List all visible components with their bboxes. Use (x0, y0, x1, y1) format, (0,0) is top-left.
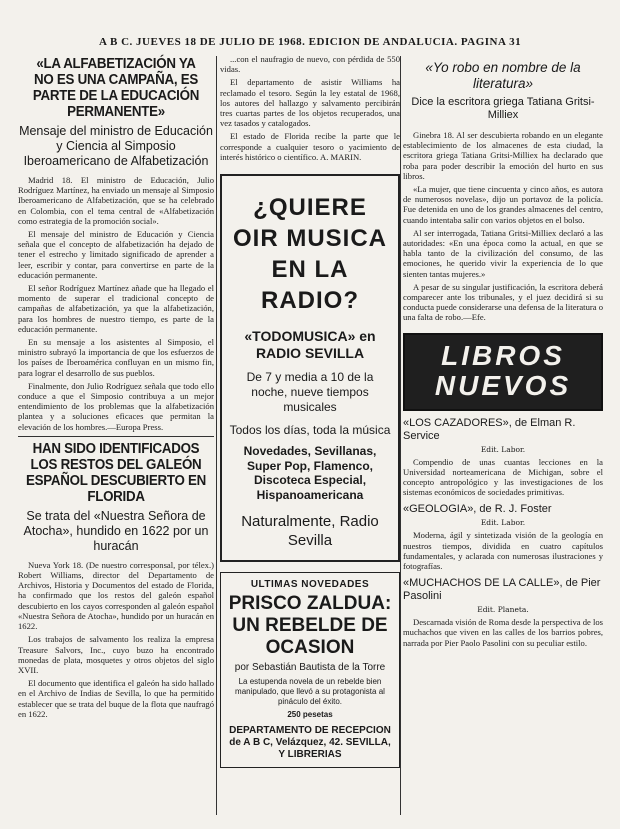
book-review: Descarnada visión de Roma desde la perspectiva de los muchachos que viven en las calles de los barrios pobres, narrada por Pier Paolo Pasolini con su peculiar estilo. (403, 617, 603, 648)
section-rule (18, 436, 214, 437)
ad2-dept: DEPARTAMENTO DE RECEPCION de A B C, Velázquez, 42. SEVILLA, Y LIBRERIAS (229, 725, 391, 761)
continued-paragraph: El departamento de asistir Williams ha reclamado el tesoro. Según la ley estatal de 1968, los autores del hallazgo y salvamento percibirán tres cuartas partes de los objetos recuperados, una vez tasados y catalogados. (220, 77, 400, 129)
ad-genres: Novedades, Sevillanas, Super Pop, Flamenco, Discoteca Especial, Hispanoamericana (243, 444, 377, 502)
article1-paragraph: El señor Rodríguez Martínez añade que ha llegado el momento de superar el tradicional concepto de campañas de alfabetización, ya que la alfabetización, para los hombres de nuestro tiempo, es parte de la educación permanente. (18, 283, 214, 334)
ad-program: «TODOMUSICA» en RADIO SEVILLA (244, 328, 376, 362)
book-title: «MUCHACHOS DE LA CALLE», de Pier Pasolini (403, 577, 601, 603)
article1-paragraph: El mensaje del ministro de Educación y Ciencia señala que el concepto de alfabetización ha dejado de tener el estrecho y limitado significado de aprender a leer, escribir y contar, para convertirse en parte de la educación permanente. (18, 229, 214, 280)
article1-paragraph: Madrid 18. El ministro de Educación, Julio Rodríguez Martínez, ha enviado un mensaje al Simposio Iberoamericano de Alfabetización, que se ha celebrado en Colombia, con el tema central de «Alfabetización como estrategia de la promoción social». (18, 175, 214, 226)
article3-paragraph: Ginebra 18. Al ser descubierta robando en un elegante establecimiento de los almacenes de esta ciudad, la escritora griega Tatiana Gritsi-Milliex ha declarado que roba para poder describir la emoción del hurto en sus libros. (403, 130, 603, 181)
article3-paragraph: «La mujer, que tiene cincuenta y cinco años, es autora de numerosos novelas», dijo un portavoz de la policía. Fue detenida en uno de los grandes almacenes del centro, cuando intentaba salir con varios objetos en el bolso. (403, 184, 603, 225)
book-review: Moderna, ágil y sintetizada visión de la geología en nuestros tiempos, dividida en cuatro capítulos fundamentales, y aclarada con numerosas ilustraciones y fotografías. (403, 530, 603, 572)
article2-headline: HAN SIDO IDENTIFICADOS LOS RESTOS DEL GALEÓN ESPAÑOL DESCUBIERTO EN FLORIDA (25, 440, 206, 505)
article2-paragraph: El documento que identifica el galeón ha sido hallado en el Archivo de Indias de Sevilla, lo que ha permitido establecer que se trata del buque de la flota que naufragó en 1622. (18, 678, 214, 719)
article1-subhead: Mensaje del ministro de Educación y Ciencia al Simposio Iberoamericano de Alfabetización (19, 124, 213, 168)
book-title: «GEOLOGIA», de R. J. Foster (403, 503, 552, 516)
column-divider (400, 56, 401, 815)
column-left (18, 54, 214, 821)
column-middle (220, 54, 400, 821)
column-divider (216, 56, 217, 815)
article3-title: «Yo robo en nombre de la literatura» (425, 60, 581, 91)
ad2-price: 250 pesetas (287, 710, 333, 720)
continued-paragraph: ...con el naufragio de nuevo, con pérdida de 550 vidas. (220, 54, 400, 75)
ad-daily: Todos los días, toda la música (229, 423, 391, 438)
book-editor: Edit. Planeta. (477, 605, 529, 615)
article2-paragraph: Los trabajos de salvamento los realiza la empresa Treasure Salvors, Inc., cuyo buzo ha encontrado monedas de plata, mosquetes y otros objetos del siglo XVII. (18, 634, 214, 675)
article3-subtitle: Dice la escritora griega Tatiana Gritsi-Milliex (411, 96, 595, 121)
book-title: «LOS CAZADORES», de Elman R. Service (403, 416, 576, 442)
ad2-blurb: La estupenda novela de un rebelde bien manipulado, que llevó a su protagonista al pináculo del éxito. (235, 677, 385, 707)
book-editor: Edit. Labor. (480, 444, 526, 454)
article2-paragraph: Nueva York 18. (De nuestro corresponsal, por télex.) Robert Williams, director del Departamento de Archivos, Historia y Documentos del estado de Florida, ha confirmado que los restos del galeón español descubierto en los cayos corresponden al galeón español «Nuestra Señora de Atocha», hundido por un huracán en 1622. (18, 559, 214, 632)
header-line: A B C. JUEVES 18 DE JULIO DE 1968. EDICION DE ANDALUCIA. PAGINA 31 (98, 36, 522, 48)
radio-advertisement (220, 174, 400, 562)
book-editor: Edit. Labor. (480, 518, 526, 528)
book-review: Compendio de unas cuantas lecciones en la Universidad norteamericana de Michigan, sobre el concepto antropológico y las investigaciones de los sistemas económicos de sociedades primitivas. (403, 456, 603, 498)
article2-subhead: Se trata del «Nuestra Señora de Atocha», hundido en 1622 por un huracán (23, 508, 209, 553)
article3-paragraph: A pesar de su singular justificación, la escritora deberá comparecer ante los tribunales, y el juez decidirá si su conducta puede considerarse una defensa de la literatura o una falta de robo.—Efe. (403, 281, 603, 323)
article1-paragraph: Finalmente, don Julio Rodríguez señala que todo ello conduce a que el Simposio contribuya a un mejor entendimiento de los problemas que la alfabetización plantea y a soluciones eficaces que permitan la elevación de los hombres.—Europa Press. (18, 380, 214, 432)
article3-paragraph: Al ser interrogada, Tatiana Gritsi-Milliex declaró a las autoridades: «En una época como la actual, en que se habla tanto de la civilización del consumo, de las emociones, he querido vivir la experiencia de lo que sienten tantas mujeres.» (403, 227, 603, 279)
column-right (403, 54, 603, 821)
ad-schedule: De 7 y media a 10 de la noche, nueve tiempos musicales (246, 370, 374, 415)
ad-question: ¿QUIERE OIR MUSICA EN LA RADIO? (233, 194, 387, 315)
ad2-label: ULTIMAS NOVEDADES (250, 579, 370, 591)
ad2-title: PRISCO ZALDUA: UN REBELDE DE OCASION (228, 593, 392, 659)
ad2-author: por Sebastián Bautista de la Torre (234, 662, 386, 674)
article1-paragraph: En su mensaje a los asistentes al Simposio, el ministro subrayó la importancia de que los esfuerzos de los países de Iberoamérica confluyan en un mismo fin, para lograr el desarrollo de sus pueblos. (18, 337, 214, 378)
continued-paragraph: El estado de Florida recibe la parte que le corresponde a cualquier tesoro o yacimiento de interés histórico o científico. A. MARIN. (220, 131, 400, 162)
book-advertisement (220, 572, 400, 768)
article1-headline: «LA ALFABETIZACIÓN YA NO ES UNA CAMPAÑA, ES PARTE DE LA EDUCACIÓN PERMANENTE» (32, 56, 200, 120)
libros-nuevos-banner: LIBROS NUEVOS (403, 333, 603, 411)
page-header (10, 36, 610, 48)
ad-slogan: Naturalmente, Radio Sevilla (241, 513, 379, 550)
